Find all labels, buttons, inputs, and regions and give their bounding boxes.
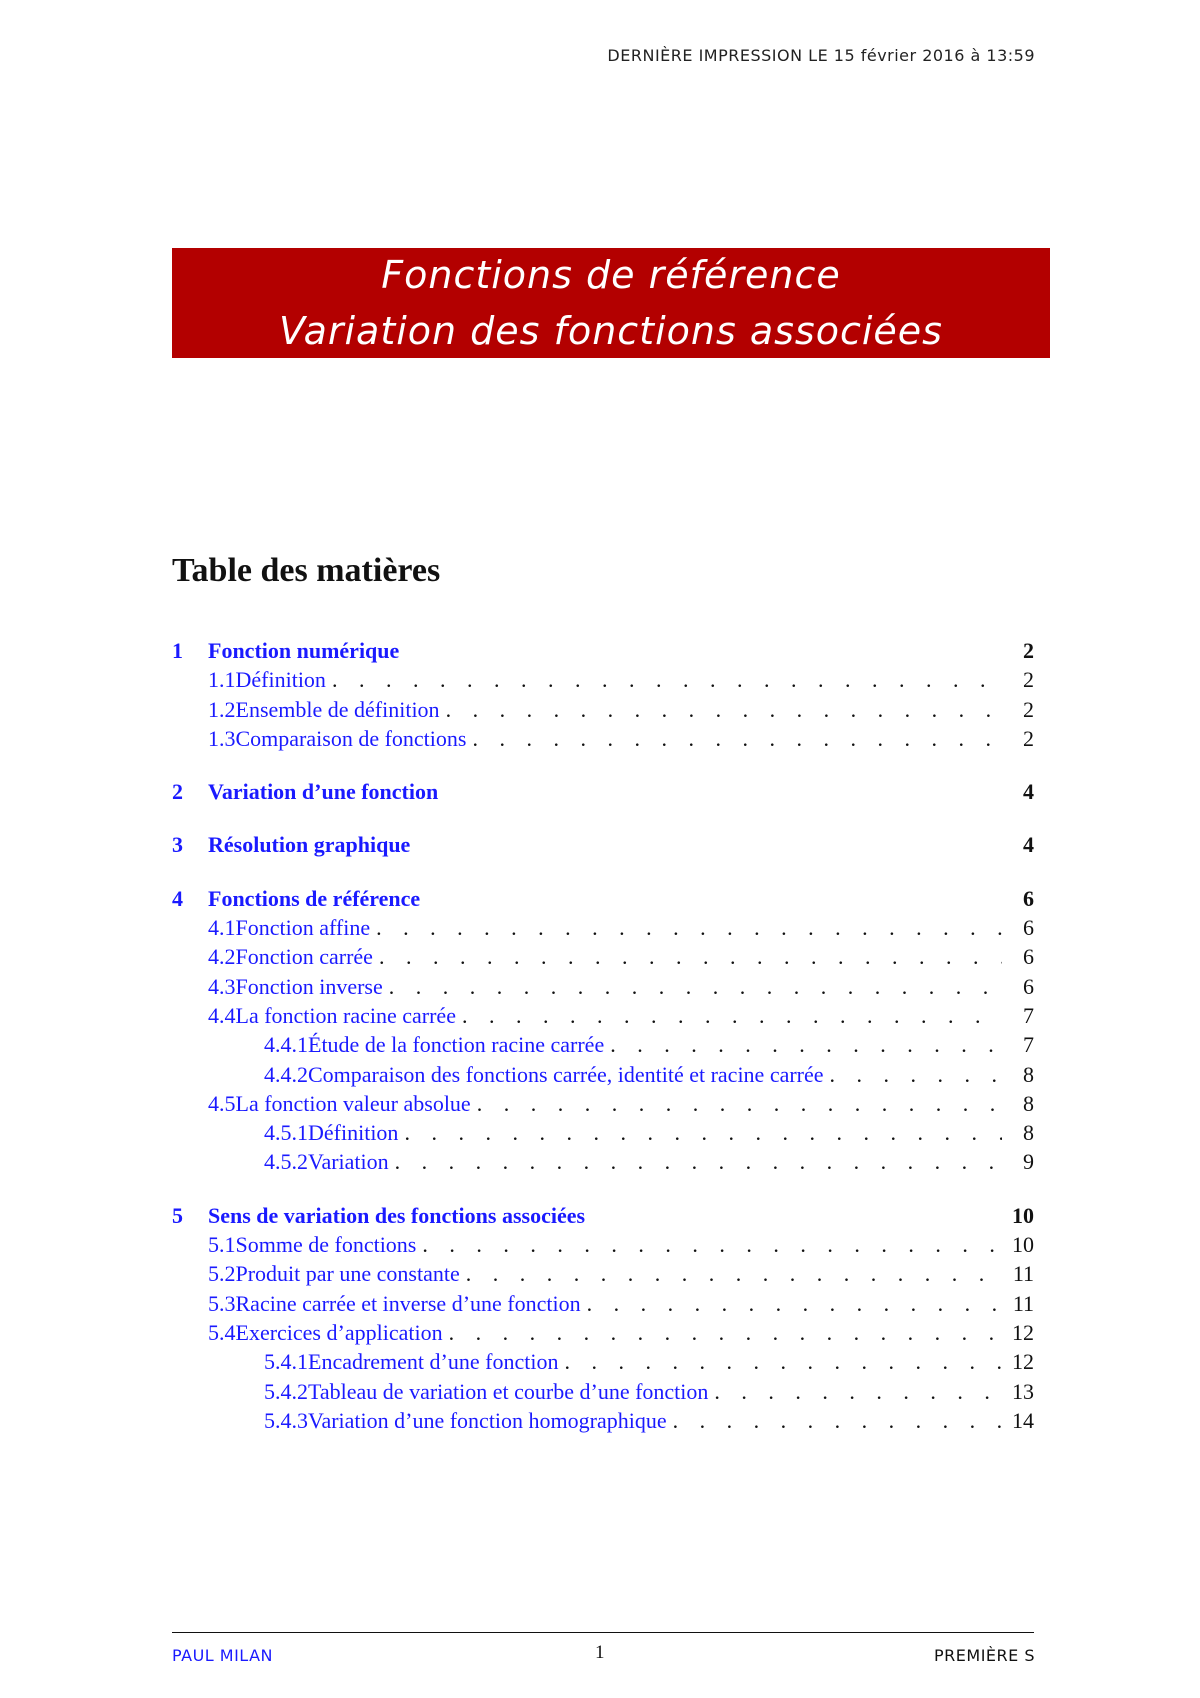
toc-entry-page: 6 [1023,944,1034,970]
toc-entry-page: 10 [1012,1232,1034,1258]
footer-page-number: 1 [595,1642,605,1663]
toc-entry-number: 4.3 [208,973,236,999]
toc-entry-page: 14 [1012,1407,1034,1433]
toc-entry-page: 8 [1023,1061,1034,1087]
toc-entry[interactable] [172,1003,1034,1032]
toc-entry-link[interactable]: La fonction valeur absolue [235,1090,471,1116]
toc-entry-link[interactable]: Définition [308,1120,399,1146]
toc-entry-page: 6 [1023,973,1034,999]
toc-entry[interactable] [172,1091,1034,1120]
toc-entry-number: 1.2 [208,696,236,722]
toc-entry-number: 5.2 [208,1261,236,1287]
toc-dot-leader [477,1091,1002,1117]
toc-dot-leader [389,974,1002,1000]
toc-entry-number: 4.4.1 [264,1032,308,1058]
toc-entry[interactable] [172,886,1034,915]
toc-dot-leader [395,1149,1002,1175]
toc-entry-page: 12 [1012,1349,1034,1375]
toc-entry[interactable] [172,779,1034,808]
toc-entry-page: 11 [1012,1261,1034,1287]
toc-entry-link[interactable]: Ensemble de définition [235,696,440,722]
toc-entry-link[interactable]: Racine carrée et inverse d’une fonction [235,1290,581,1316]
toc-entry[interactable] [172,1291,1034,1320]
title-line-1: Fonctions de référence [381,253,841,297]
toc-entry-number: 4 [172,885,183,911]
toc-entry-number: 5.1 [208,1232,236,1258]
toc-entry[interactable] [172,944,1034,973]
toc-entry-link[interactable]: Variation [308,1149,389,1175]
toc-dot-leader [610,1032,1002,1058]
toc-entry-number: 4.4.2 [264,1061,308,1087]
toc-entry[interactable] [172,1120,1034,1149]
toc-entry-link[interactable]: Fonction inverse [235,973,383,999]
toc-entry-number: 1.3 [208,725,236,751]
toc-dot-leader [472,726,1002,752]
toc-dot-leader [379,944,1002,970]
toc-entry-page: 4 [1023,832,1034,858]
toc-entry[interactable] [172,1320,1034,1349]
toc-dot-leader [422,1232,1002,1258]
toc-entry-number: 4.2 [208,944,236,970]
toc-entry-link[interactable]: Sens de variation des fonctions associées [208,1202,586,1228]
toc-entry[interactable] [172,1349,1034,1378]
footer-class-level: PREMIÈRE S [934,1646,1035,1665]
toc-entry-number: 4.5.2 [264,1149,308,1175]
toc-entry-page: 2 [1023,638,1034,663]
toc-entry-page: 12 [1012,1319,1034,1345]
toc-entry-link[interactable]: Variation d’une fonction homographique [308,1407,667,1433]
toc-entry-page: 2 [1023,725,1034,751]
toc-entry[interactable] [172,915,1034,944]
toc-entry[interactable] [172,726,1034,755]
toc-entry[interactable] [172,638,1034,667]
toc-entry-link[interactable]: Fonctions de référence [208,885,421,911]
print-stamp: DERNIÈRE IMPRESSION LE 15 février 2016 à 13:59 [607,46,1035,65]
toc-entry[interactable] [172,1232,1034,1261]
toc-entry-number: 5.4.1 [264,1349,308,1375]
toc-dot-leader [466,1261,1002,1287]
toc-entry-number: 2 [172,779,183,805]
toc-entry-page: 11 [1012,1290,1034,1316]
title-banner [172,248,1050,358]
toc-entry-link[interactable]: Produit par une constante [235,1261,460,1287]
table-of-contents [172,638,1034,1437]
toc-entry-link[interactable]: La fonction racine carrée [235,1002,456,1028]
toc-entry-link[interactable]: Variation d’une fonction [208,779,439,805]
toc-entry-link[interactable]: Comparaison de fonctions [235,725,467,751]
toc-entry-link[interactable]: Exercices d’application [235,1319,443,1345]
toc-entry-link[interactable]: Résolution graphique [208,832,411,858]
toc-entry-page: 6 [1023,915,1034,941]
toc-entry-link[interactable]: Tableau de variation et courbe d’une fonction [308,1378,709,1404]
toc-entry[interactable] [172,1149,1034,1178]
toc-entry-link[interactable]: Fonction numérique [208,638,400,663]
toc-entry-number: 5.4.2 [264,1378,308,1404]
toc-entry-page: 7 [1023,1032,1034,1058]
toc-entry-link[interactable]: Fonction affine [235,915,371,941]
toc-entry-number: 4.5 [208,1090,236,1116]
toc-dot-leader [673,1408,1002,1434]
toc-dot-leader [404,1120,1002,1146]
toc-entry[interactable] [172,832,1034,861]
toc-dot-leader [462,1003,1002,1029]
toc-dot-leader [830,1062,1002,1088]
toc-entry-page: 2 [1023,696,1034,722]
toc-entry-number: 1 [172,638,183,663]
toc-entry[interactable] [172,1261,1034,1290]
toc-entry-number: 3 [172,832,183,858]
toc-entry[interactable] [172,1032,1034,1061]
toc-entry-page: 8 [1023,1120,1034,1146]
toc-entry-number: 5.3 [208,1290,236,1316]
toc-entry[interactable] [172,1408,1034,1437]
toc-entry-page: 2 [1023,667,1034,693]
title-line-2: Variation des fonctions associées [279,309,943,353]
toc-dot-leader [332,667,1002,693]
toc-entry[interactable] [172,1203,1034,1232]
toc-entry-link[interactable]: Fonction carrée [235,944,373,970]
toc-entry-page: 6 [1023,885,1034,911]
toc-entry[interactable] [172,697,1034,726]
toc-dot-leader [376,915,1002,941]
toc-entry[interactable] [172,667,1034,696]
toc-dot-leader [587,1291,1002,1317]
footer-author: PAUL MILAN [172,1646,273,1665]
toc-dot-leader [449,1320,1002,1346]
toc-entry-page: 8 [1023,1090,1034,1116]
toc-heading: Table des matières [172,552,441,589]
toc-entry-number: 5 [172,1202,183,1228]
toc-entry-link[interactable]: Comparaison des fonctions carrée, identité et racine carrée [308,1061,824,1087]
toc-entry-link[interactable]: Étude de la fonction racine carrée [308,1032,605,1058]
toc-entry[interactable] [172,974,1034,1003]
toc-entry-page: 10 [1012,1202,1034,1228]
toc-entry-number: 4.1 [208,915,236,941]
toc-entry-number: 5.4 [208,1319,236,1345]
toc-entry-number: 4.5.1 [264,1120,308,1146]
toc-entry-page: 7 [1023,1002,1034,1028]
toc-entry-page: 13 [1012,1378,1034,1404]
toc-entry[interactable] [172,1062,1034,1091]
toc-entry-number: 4.4 [208,1002,236,1028]
toc-dot-leader [564,1349,1002,1375]
toc-entry-link[interactable]: Somme de fonctions [235,1232,417,1258]
toc-entry-number: 5.4.3 [264,1407,308,1433]
footer-divider [172,1632,1034,1633]
toc-entry[interactable] [172,1379,1034,1408]
toc-dot-leader [714,1379,1002,1405]
toc-entry-page: 9 [1023,1149,1034,1175]
toc-entry-number: 1.1 [208,667,236,693]
toc-entry-link[interactable]: Encadrement d’une fonction [308,1349,559,1375]
toc-dot-leader [446,697,1002,723]
toc-entry-page: 4 [1023,779,1034,805]
toc-entry-link[interactable]: Définition [235,667,326,693]
